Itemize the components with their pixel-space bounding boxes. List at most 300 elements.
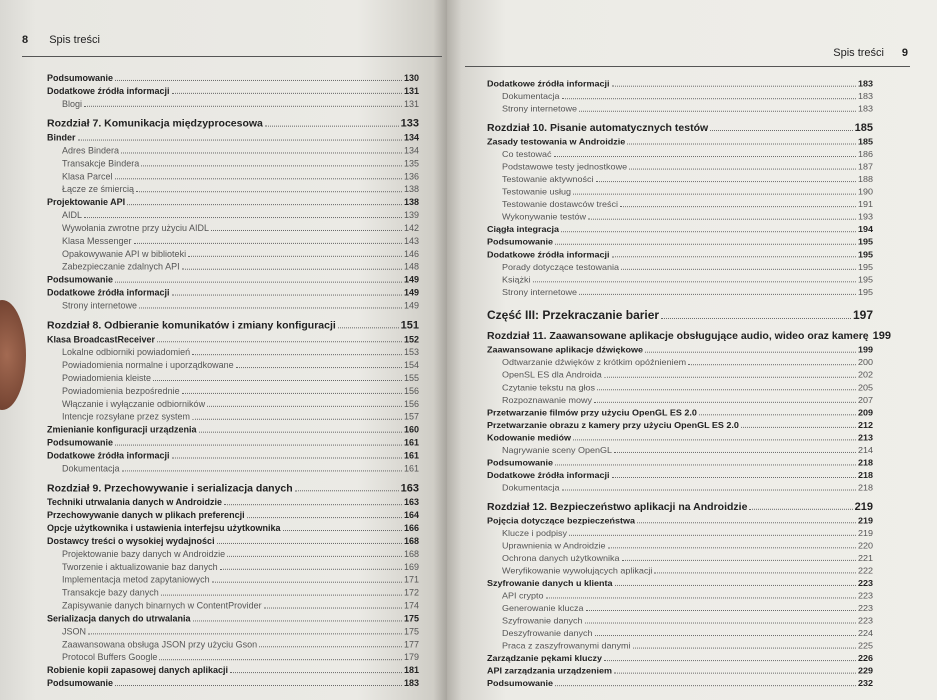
toc-entry-page: 185 — [857, 136, 873, 147]
toc-entry-title: Powiadomienia kleiste — [62, 373, 152, 383]
toc-entry-title: Czytanie tekstu na głos — [502, 382, 596, 393]
toc-entry-page: 143 — [403, 235, 419, 246]
toc-entry-page: 152 — [403, 334, 419, 345]
toc-entry-page: 199 — [872, 330, 891, 343]
toc-entry-page: 181 — [403, 665, 419, 676]
toc-entry-title: Strony internetowe — [502, 104, 578, 114]
dot-leader — [688, 364, 856, 365]
dot-leader — [161, 595, 402, 596]
toc-entry-title: Transakcje Bindera — [62, 158, 140, 169]
dot-leader — [220, 569, 402, 570]
dot-leader — [555, 685, 856, 686]
toc-section — [47, 677, 419, 690]
dot-leader — [295, 490, 399, 491]
dot-leader — [172, 295, 402, 296]
toc-entry-page: 172 — [403, 587, 419, 598]
dot-leader — [608, 547, 856, 548]
dot-leader — [136, 191, 402, 192]
toc-entry-page: 183 — [857, 78, 873, 89]
toc-entry-title: Ciągła integracja — [487, 224, 560, 235]
toc-entry-page: 223 — [857, 603, 873, 613]
toc-subsection — [47, 170, 419, 183]
toc-entry-title: Rozdział 10. Pisanie automatycznych testów — [487, 122, 709, 134]
dot-leader — [115, 685, 402, 686]
dot-leader — [612, 256, 856, 257]
toc-entry-title: Dodatkowe źródła informacji — [487, 470, 610, 480]
toc-entry-title: Robienie kopii zapasowej danych aplikacji — [47, 665, 229, 676]
toc-subsection — [487, 552, 873, 565]
toc-subsection — [487, 382, 873, 395]
dot-leader — [207, 406, 402, 407]
toc-entry-title: Podsumowanie — [47, 437, 114, 448]
toc-entry-page: 154 — [403, 360, 419, 371]
toc-entry-title: Implementacja metod zapytaniowych — [62, 574, 210, 585]
toc-section — [487, 78, 873, 91]
toc-entry-title: Kodowanie mediów — [487, 432, 572, 443]
toc-entry-title: Zaawansowane aplikacje dźwiękowe — [487, 344, 644, 355]
left-page — [0, 0, 447, 700]
dot-leader — [159, 659, 402, 660]
dot-leader — [193, 620, 402, 621]
toc-subsection — [47, 561, 419, 574]
right-page — [447, 0, 937, 700]
toc-section — [487, 432, 873, 445]
toc-entry-page: 134 — [403, 145, 419, 156]
toc-entry-page: 133 — [400, 117, 419, 130]
dot-leader — [247, 517, 402, 518]
dot-leader — [595, 635, 856, 636]
dot-leader — [579, 111, 856, 112]
toc-section — [487, 469, 873, 482]
toc-entry-page: 214 — [857, 445, 873, 455]
left-page-number: 8 — [22, 34, 29, 46]
dot-leader — [597, 389, 856, 390]
toc-entry-page: 161 — [403, 450, 419, 461]
toc-entry-title: Podsumowanie — [47, 274, 114, 285]
toc-section — [47, 72, 419, 85]
toc-subsection — [47, 346, 419, 359]
dot-leader — [227, 556, 402, 557]
toc-subsection — [487, 394, 873, 407]
toc-chapter — [487, 121, 873, 135]
dot-leader — [645, 352, 856, 353]
toc-subsection — [487, 161, 873, 174]
toc-section — [487, 665, 873, 678]
toc-entry-page: 179 — [403, 652, 419, 663]
toc-entry-title: Testowanie dostawców treści — [502, 199, 619, 210]
toc-chapter — [487, 500, 873, 514]
toc-entry-page: 219 — [857, 515, 873, 526]
toc-entry-page: 161 — [403, 437, 419, 448]
dot-leader — [121, 152, 402, 153]
toc-entry-title: Zarządzanie pękami kluczy — [487, 653, 603, 664]
dot-leader — [621, 269, 856, 270]
toc-entry-title: Przetwarzanie filmów przy użyciu OpenGL ES 2.0 — [487, 407, 697, 418]
dot-leader — [236, 367, 402, 368]
toc-subsection — [47, 548, 419, 561]
toc-entry-page: 187 — [857, 161, 873, 172]
toc-entry-title: Dodatkowe źródła informacji — [47, 85, 170, 96]
toc-entry-page: 200 — [857, 357, 873, 368]
toc-entry-title: API zarządzania urządzeniem — [487, 665, 613, 676]
toc-entry-title: Praca z zaszyfrowanymi danymi — [502, 640, 631, 651]
thumb — [0, 300, 26, 410]
toc-entry-title: Binder — [47, 132, 76, 143]
toc-entry-title: Strony internetowe — [62, 300, 138, 311]
toc-entry-page: 195 — [857, 262, 873, 272]
toc-entry-title: Dodatkowe źródła informacji — [487, 249, 610, 260]
dot-leader — [594, 402, 856, 403]
toc-entry-title: Generowanie klucza — [502, 603, 584, 613]
toc-subsection — [47, 600, 419, 613]
toc-entry-page: 166 — [403, 523, 419, 534]
toc-subsection — [487, 590, 873, 603]
dot-leader — [115, 80, 402, 81]
toc-subsection — [47, 145, 419, 158]
toc-subsection — [47, 183, 419, 196]
toc-entry-title: Dodatkowe źródła informacji — [47, 450, 170, 461]
toc-entry-page: 155 — [403, 373, 419, 383]
dot-leader — [661, 318, 851, 319]
toc-subsection — [487, 627, 873, 640]
dot-leader — [78, 140, 402, 141]
toc-entry-page: 134 — [403, 132, 419, 143]
right-page-number: 9 — [901, 47, 908, 59]
toc-entry-title: Szyfrowanie danych — [502, 615, 583, 626]
dot-leader — [265, 126, 399, 127]
toc-entry-title: Rozdział 12. Bezpieczeństwo aplikacji na Androidzie — [487, 501, 748, 513]
toc-section — [487, 419, 873, 432]
toc-section — [487, 652, 873, 665]
toc-entry-title: Rozpoznawanie mowy — [502, 395, 593, 405]
dot-leader — [264, 608, 402, 609]
toc-section — [47, 437, 419, 450]
toc-entry-title: Techniki utrwalania danych w Androidzie — [47, 497, 223, 508]
toc-entry-title: Nagrywanie sceny OpenGL — [502, 445, 613, 455]
right-running-header — [465, 44, 910, 67]
toc-entry-page: 153 — [403, 347, 419, 358]
toc-entry-title: Zabezpieczanie zdalnych API — [62, 261, 180, 272]
toc-entry-page: 146 — [403, 248, 419, 259]
toc-entry-page: 142 — [403, 223, 419, 233]
toc-entry-page: 169 — [403, 561, 419, 572]
toc-subsection — [47, 372, 419, 385]
dot-leader — [217, 543, 402, 544]
dot-leader — [283, 530, 402, 531]
toc-entry-title: Co testować — [502, 149, 552, 159]
toc-entry-title: Projektowanie bazy danych w Androidzie — [62, 548, 226, 559]
toc-section — [47, 450, 419, 463]
toc-entry-title: Opakowywanie API w biblioteki — [62, 248, 187, 259]
toc-subsection — [47, 411, 419, 424]
toc-entry-page: 138 — [403, 184, 419, 195]
toc-entry-title: Zapisywanie danych binarnych w ContentProvider — [62, 600, 262, 611]
dot-leader — [588, 219, 856, 220]
toc-subsection — [487, 482, 873, 495]
dot-leader — [615, 585, 856, 586]
dot-leader — [84, 106, 402, 107]
toc-section — [487, 577, 873, 590]
toc-section — [47, 522, 419, 535]
dot-leader — [188, 256, 402, 257]
toc-entry-page: 229 — [857, 665, 873, 676]
dot-leader — [620, 206, 856, 207]
toc-entry-page: 186 — [857, 149, 873, 159]
toc-subsection — [487, 527, 873, 540]
toc-entry-page: 164 — [403, 510, 419, 521]
dot-leader — [192, 354, 402, 355]
dot-leader — [629, 169, 856, 170]
toc-section — [47, 333, 419, 346]
dot-leader — [622, 560, 856, 561]
toc-section — [47, 132, 419, 145]
toc-entry-page: 223 — [857, 615, 873, 626]
toc-chapter — [47, 117, 419, 132]
toc-entry-page: 195 — [857, 237, 873, 247]
dot-leader — [212, 582, 402, 583]
toc-entry-page: 157 — [403, 411, 419, 422]
dot-leader — [141, 165, 402, 166]
toc-subsection — [47, 462, 419, 475]
toc-entry-page: 209 — [857, 407, 873, 418]
toc-entry-title: Dodatkowe źródła informacji — [487, 78, 610, 89]
toc-entry-page: 221 — [857, 553, 873, 563]
dot-leader — [604, 660, 856, 661]
toc-entry-page: 168 — [403, 548, 419, 559]
toc-entry-title: Testowanie usług — [502, 186, 572, 197]
toc-entry-title: Zasady testowania w Androidzie — [487, 136, 626, 147]
right-running-head: Spis treści — [833, 47, 884, 59]
toc-subsection — [47, 398, 419, 411]
toc-entry-page: 163 — [400, 482, 419, 495]
toc-entry-title: Książki — [502, 274, 531, 285]
dot-leader — [596, 181, 856, 182]
toc-entry-page: 191 — [857, 199, 873, 210]
dot-leader — [561, 231, 856, 232]
toc-entry-page: 149 — [403, 274, 419, 285]
toc-entry-page: 175 — [403, 613, 419, 624]
toc-entry-title: Dodatkowe źródła informacji — [47, 287, 170, 298]
toc-entry-page: 151 — [400, 319, 419, 332]
toc-entry-title: Szyfrowanie danych u klienta — [487, 578, 613, 588]
toc-entry-page: 135 — [403, 158, 419, 169]
toc-entry-title: Dokumentacja — [502, 91, 560, 102]
toc-entry-page: 218 — [857, 470, 873, 480]
dot-leader — [654, 572, 856, 573]
dot-leader — [182, 393, 402, 394]
toc-entry-title: Powiadomienia bezpośrednie — [62, 385, 180, 396]
toc-subsection — [487, 198, 873, 211]
toc-entry-title: Uprawnienia w Androidzie — [502, 540, 606, 551]
toc-entry-page: 212 — [857, 420, 873, 430]
toc-subsection — [487, 148, 873, 161]
dot-leader — [172, 458, 402, 459]
toc-entry-page: 224 — [857, 628, 873, 638]
toc-entry-title: Łącze ze śmiercią — [62, 184, 135, 195]
dot-leader — [585, 623, 856, 624]
toc-entry-title: Rozdział 9. Przechowywanie i serializacja danych — [47, 482, 293, 495]
toc-section — [47, 613, 419, 626]
toc-entry-title: Klasa BroadcastReceiver — [47, 334, 156, 345]
toc-entry-page: 218 — [857, 457, 873, 468]
toc-section — [487, 224, 873, 237]
toc-entry-page: 175 — [403, 626, 419, 637]
left-running-header — [22, 34, 442, 57]
toc-entry-page: 207 — [857, 395, 873, 405]
left-toc — [47, 72, 419, 690]
toc-entry-title: Projektowanie API — [47, 197, 126, 208]
toc-entry-title: Testowanie aktywności — [502, 174, 594, 185]
toc-entry-title: Transakcje bazy danych — [62, 587, 159, 598]
toc-section — [487, 515, 873, 528]
toc-section — [47, 664, 419, 677]
toc-section — [487, 407, 873, 420]
toc-subsection — [47, 638, 419, 651]
dot-leader — [612, 477, 856, 478]
toc-entry-title: Dostawcy treści o wysokiej wydajności — [47, 535, 215, 546]
toc-subsection — [487, 286, 873, 299]
toc-entry-page: 195 — [857, 249, 873, 260]
toc-chapter — [47, 481, 419, 496]
toc-section — [47, 287, 419, 300]
toc-subsection — [47, 235, 419, 248]
toc-entry-title: Zmienianie konfiguracji urządzenia — [47, 424, 197, 435]
toc-entry-page: 197 — [852, 308, 873, 322]
dot-leader — [127, 204, 402, 205]
dot-leader — [569, 535, 856, 536]
toc-entry-page: 131 — [403, 85, 419, 96]
dot-leader — [554, 156, 856, 157]
toc-subsection — [487, 211, 873, 224]
toc-entry-title: Podsumowanie — [487, 237, 554, 247]
toc-entry-title: Część III: Przekraczanie barier — [487, 308, 660, 322]
toc-section — [487, 249, 873, 262]
toc-entry-page: 177 — [403, 639, 419, 650]
toc-subsection — [47, 385, 419, 398]
dot-leader — [182, 269, 402, 270]
toc-entry-page: 168 — [403, 535, 419, 546]
toc-entry-page: 223 — [857, 590, 873, 601]
toc-entry-page: 149 — [403, 300, 419, 311]
toc-entry-page: 171 — [403, 574, 419, 585]
toc-subsection — [487, 274, 873, 287]
toc-section — [487, 677, 873, 690]
toc-subsection — [487, 261, 873, 274]
toc-subsection — [47, 651, 419, 664]
toc-subsection — [487, 369, 873, 382]
toc-entry-title: Ochrona danych użytkownika — [502, 553, 620, 563]
toc-entry-title: Podstawowe testy jednostkowe — [502, 161, 628, 172]
dot-leader — [614, 452, 856, 453]
toc-entry-page: 220 — [857, 540, 873, 551]
dot-leader — [562, 98, 856, 99]
toc-entry-page: 199 — [857, 344, 873, 355]
toc-entry-title: Odtwarzanie dźwięków z krótkim opóźnieniem — [502, 357, 687, 368]
toc-section — [47, 509, 419, 522]
toc-entry-title: Rozdział 8. Odbieranie komunikatów i zmiany konfiguracji — [47, 319, 336, 332]
dot-leader — [612, 86, 856, 87]
dot-leader — [224, 504, 402, 505]
toc-entry-title: Lokalne odbiorniki powiadomień — [62, 347, 191, 358]
toc-section — [487, 236, 873, 249]
toc-entry-page: 138 — [403, 197, 419, 208]
toc-entry-page: 193 — [857, 211, 873, 222]
toc-entry-title: API crypto — [502, 590, 544, 601]
toc-entry-title: Podsumowanie — [487, 678, 554, 689]
toc-section — [47, 424, 419, 437]
dot-leader — [573, 194, 856, 195]
toc-entry-title: Dokumentacja — [502, 482, 560, 493]
toc-entry-page: 223 — [857, 578, 873, 588]
toc-entry-page: 131 — [403, 98, 419, 109]
toc-entry-page: 185 — [854, 122, 873, 134]
dot-leader — [134, 243, 402, 244]
toc-subsection — [47, 248, 419, 261]
toc-entry-title: Powiadomienia normalne i uporządkowane — [62, 360, 234, 371]
toc-section — [47, 535, 419, 548]
toc-entry-title: Porady dotyczące testowania — [502, 262, 620, 272]
dot-leader — [710, 130, 852, 131]
dot-leader — [533, 281, 856, 282]
dot-leader — [338, 327, 399, 328]
toc-entry-title: Opcje użytkownika i ustawienia interfejsu użytkownika — [47, 523, 281, 534]
left-running-head: Spis treści — [49, 34, 100, 46]
toc-entry-title: Strony internetowe — [502, 287, 578, 297]
toc-entry-page: 195 — [857, 274, 873, 285]
toc-section — [487, 136, 873, 149]
toc-entry-page: 148 — [403, 261, 419, 272]
toc-entry-title: Włączanie i wyłączanie odbiorników — [62, 398, 206, 409]
toc-entry-title: Rozdział 11. Zaawansowane aplikacje obsługujące audio, wideo oraz kamerę — [487, 330, 869, 343]
toc-section — [47, 196, 419, 209]
dot-leader — [562, 490, 856, 491]
toc-subsection — [47, 98, 419, 111]
toc-entry-page: 218 — [857, 482, 873, 493]
toc-subsection — [47, 157, 419, 170]
dot-leader — [139, 307, 402, 308]
toc-entry-title: Intencje rozsyłane przez system — [62, 411, 191, 422]
toc-entry-title: Protocol Buffers Google — [62, 652, 158, 663]
dot-leader — [579, 294, 856, 295]
toc-entry-title: Weryfikowanie wywołujących aplikacji — [502, 565, 653, 576]
toc-entry-page: 222 — [857, 565, 873, 576]
dot-leader — [699, 414, 856, 415]
toc-part — [487, 307, 873, 323]
toc-entry-title: Wykonywanie testów — [502, 211, 586, 222]
toc-entry-page: 183 — [403, 678, 419, 689]
toc-entry-title: Blogi — [62, 98, 83, 109]
toc-subsection — [47, 209, 419, 222]
toc-subsection — [47, 300, 419, 313]
toc-subsection — [47, 625, 419, 638]
dot-leader — [259, 646, 402, 647]
toc-entry-title: Adres Bindera — [62, 145, 120, 156]
toc-entry-page: 225 — [857, 640, 873, 651]
dot-leader — [555, 244, 856, 245]
dot-leader — [230, 672, 402, 673]
toc-entry-page: 139 — [403, 210, 419, 221]
toc-entry-title: Klasa Parcel — [62, 171, 113, 182]
toc-entry-page: 232 — [857, 678, 873, 689]
toc-entry-page: 190 — [857, 186, 873, 197]
toc-chapter — [487, 330, 891, 344]
dot-leader — [211, 230, 402, 231]
dot-leader — [586, 610, 856, 611]
toc-entry-page: 213 — [857, 432, 873, 443]
toc-entry-title: Zaawansowana obsługa JSON przy użyciu Gson — [62, 639, 258, 650]
dot-leader — [604, 377, 856, 378]
toc-section — [47, 85, 419, 98]
